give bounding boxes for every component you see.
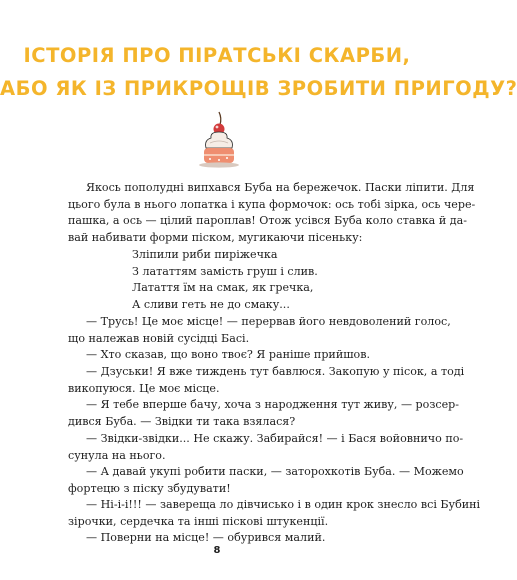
chapter-title-line-2: АБО ЯК ІЗ ПРИКРОЩІВ ЗРОБИТИ ПРИГОДУ?: [0, 77, 517, 100]
text-line: — Звідки-звідки... Не скажу. Забирайся! — і Бася войовничо по-: [86, 432, 464, 445]
poem-line: З лататтям замість груш і слив.: [132, 264, 318, 278]
dialogue-3: [68, 364, 465, 397]
paragraph-intro: [68, 180, 476, 247]
text-line: цього була в нього лопатка і купа формочок: ось тобі зірка, ось чере-: [68, 197, 476, 211]
dialogue-2: [68, 347, 371, 364]
text-line: зірочки, сердечка та інші піскові штукенції.: [68, 514, 329, 528]
text-line: — Я тебе вперше бачу, хоча з народження тут живу, — розсер-: [86, 398, 460, 411]
text-line: сунула на нього.: [68, 448, 166, 462]
text-line: викопуюся. Це моє місце.: [68, 381, 220, 395]
text-line: Якось пополудні випхався Буба на бережечок. Паски ліпити. Для: [86, 181, 475, 194]
text-line: — Поверни на місце! — обурився малий.: [86, 531, 326, 544]
text-line: що належав новій сусідці Басі.: [68, 331, 250, 345]
text-line: фортецю з піску збудувати!: [68, 481, 231, 495]
text-line: — Ні-і-і!!! — завереща ло дівчисько і в один крок знесло всі Бубині: [86, 498, 481, 511]
dialogue-6: [68, 464, 464, 497]
chapter-title-line-1: ІСТОРІЯ ПРО ПІРАТСЬКІ СКАРБИ,: [23, 44, 411, 67]
poem-line: Зліпили риби пиріжечка: [132, 248, 278, 261]
text-line: вай набивати форми піском, мугикаючи пісеньку:: [68, 231, 363, 245]
poem-line: А сливи геть не до смаку...: [132, 298, 290, 312]
dialogue-4: [68, 397, 460, 430]
poem: [132, 247, 318, 314]
dialogue-7: [68, 497, 481, 530]
dialogue-5: [68, 431, 464, 464]
text-line: — Хто сказав, що воно твоє? Я раніше прийшов.: [86, 348, 370, 361]
page-number: 8: [213, 545, 221, 556]
cake-with-cherry-icon: [195, 108, 243, 174]
poem-line: Латаття їм на смак, як гречка,: [132, 281, 314, 295]
text-line: — А давай укупі робити паски, — заторохкотів Буба. — Можемо: [86, 465, 464, 478]
text-line: пашка, а ось — цілий пароплав! Отож усівся Буба коло ставка й да-: [68, 214, 467, 228]
text-line: — Трусь! Це моє місце! — перервав його невдоволений голос,: [86, 315, 451, 328]
dialogue-1: [68, 314, 451, 347]
text-line: — Дзуськи! Я вже тиждень тут бавлюся. Закопую у пісок, а тоді: [86, 365, 465, 378]
text-line: дився Буба. — Звідки ти така взялася?: [68, 414, 296, 428]
